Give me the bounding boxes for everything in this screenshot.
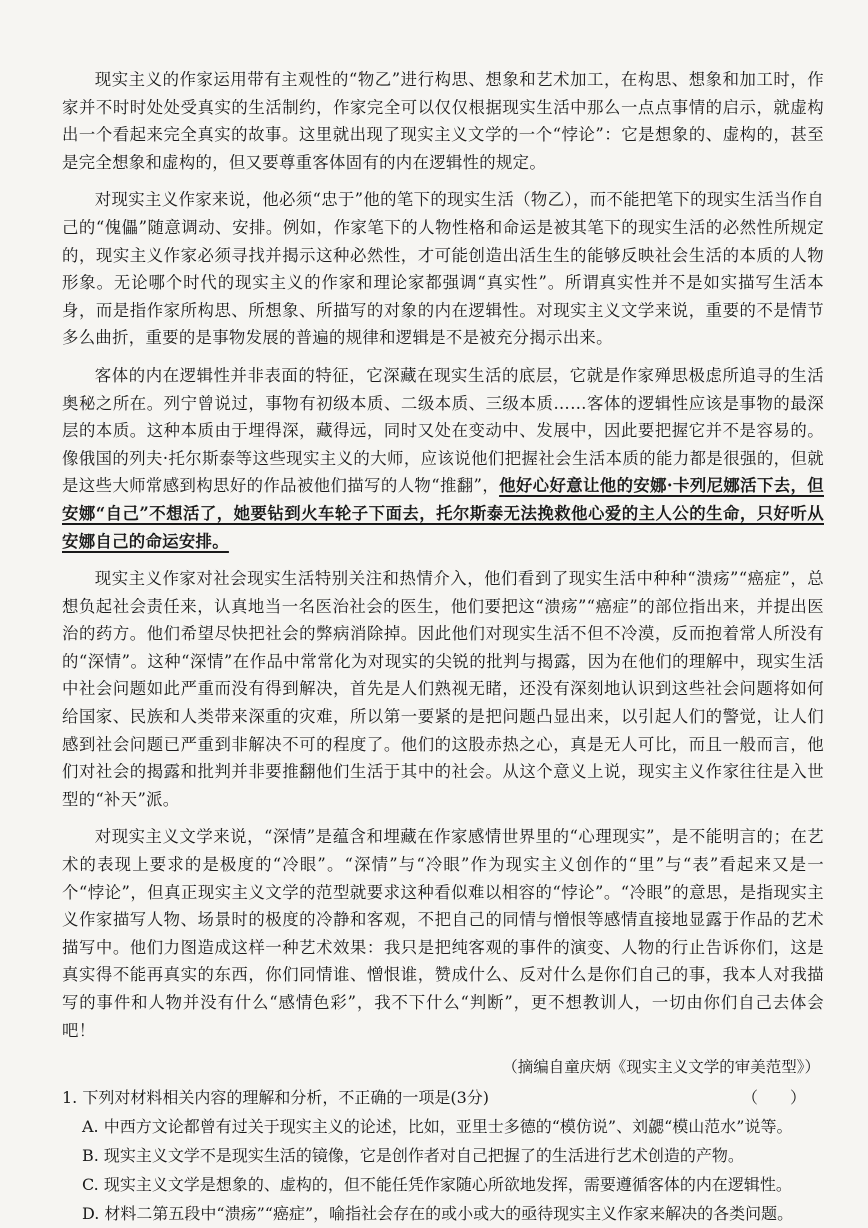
paragraph-2 <box>62 186 824 352</box>
question-text: 1. 下列对材料相关内容的理解和分析，不正确的一项是(3分) <box>62 1088 490 1108</box>
underlined-sentence: 他好心好意让他的安娜·卡列尼娜活下去，但安娜“自己”不想活了，她要钻到火车轮子下面去，托尔斯泰无法挽救他心爱的主人公的生命，只好听从安娜自己的命运安排。 <box>62 476 824 551</box>
paragraph-text: 对现实主义作家来说，他必须“忠于”他的笔下的现实生活（物乙），而不能把笔下的现实生活当作自己的“傀儡”随意调动、安排。例如，作家笔下的人物性格和命运是被其笔下的现实生活的必然性所规定的，现实主义作家必须寻找并揭示这种必然性，才可能创造出活生生的能够反映社会生活的本质的人物形象。无论哪个时代的现实主义的作家和理论家都强调“真实性”。所谓真实性并不是如实描写生活本身，而是指作家所构思、所想象、所描写的对象的内在逻辑性。对现实主义文学来说，重要的不是情节多么曲折，重要的是事物发展的普遍的规律和逻辑是不是被充分揭示出来。 <box>62 190 824 348</box>
paragraph-3 <box>62 362 824 555</box>
paragraph-4 <box>62 565 824 813</box>
option-b: B. 现实主义文学不是现实生活的镜像，它是创作者对自己把握了的生活进行艺术创造的产物。 <box>82 1146 744 1166</box>
paragraph-text: 现实主义作家对社会现实生活特别关注和热情介入，他们看到了现实生活中种种“溃疡”“癌症”，总想负起社会责任来，认真地当一名医治社会的医生，他们要把这“溃疡”“癌症”的部位指出来，并提出医治的药方。他们希望尽快把社会的弊病消除掉。因此他们对现实生活不但不冷漠，反而抱着常人所没有的“深情”。这种“深情”在作品中常常化为对现实的尖锐的批判与揭露，因为在他们的理解中，现实生活中社会问题如此严重而没有得到解决，首先是人们熟视无睹，还没有深刻地认识到这些社会问题将如何给国家、民族和人类带来深重的灾难，所以第一要紧的是把问题凸显出来，以引起人们的警觉，让人们感到社会问题已严重到非解决不可的程度了。他们的这股赤热之心，真是无人可比，而且一般而言，他们对社会的揭露和批判并非要推翻他们生活于其中的社会。从这个意义上说，现实主义作家往往是入世型的“补天”派。 <box>62 569 824 809</box>
option-c: C. 现实主义文学是想象的、虚构的，但不能任凭作家随心所欲地发挥，需要遵循客体的内在逻辑性。 <box>82 1175 792 1195</box>
paragraph-5 <box>62 823 824 1044</box>
answer-blank: （ ） <box>741 1088 806 1108</box>
paragraph-text: 现实主义的作家运用带有主观性的“物乙”进行构思、想象和艺术加工，在构思、想象和加工时，作家并不时时处处受真实的生活制约，作家完全可以仅仅根据现实生活中那么一点点事情的启示，就虚构出一个看起来完全真实的故事。这里就出现了现实主义文学的一个“悖论”：它是想象的、虚构的，甚至是完全想象和虚构的，但又要尊重客体固有的内在逻辑性的规定。 <box>62 70 824 172</box>
question-stem <box>62 1084 824 1112</box>
source-citation: （摘编自童庆炳《现实主义文学的审美范型》） <box>502 1058 820 1077</box>
option-d: D. 材料二第五段中“溃疡”“癌症”，喻指社会存在的或小或大的亟待现实主义作家来解决的各类问题。 <box>82 1204 794 1224</box>
paragraph-text: 对现实主义文学来说，“深情”是蕴含和埋藏在作家感情世界里的“心理现实”，是不能明言的；在艺术的表现上要求的是极度的“冷眼”。“深情”与“冷眼”作为现实主义创作的“里”与“表”看起来又是一个“悖论”，但真正现实主义文学的范型就要求这种看似难以相容的“悖论”。“冷眼”的意思，是指现实主义作家描写人物、场景时的极度的冷静和客观，不把自己的同情与憎恨等感情直接地显露于作品的艺术描写中。他们力图造成这样一种艺术效果：我只是把纯客观的事件的演变、人物的行止告诉你们，这是真实得不能再真实的东西，你们同情谁、憎恨谁，赞成什么、反对什么是你们自己的事，我本人对我描写的事件和人物并没有什么“感情色彩”，我不下什么“判断”，更不想教训人，一切由你们自己去体会吧！ <box>62 827 824 1040</box>
option-a: A. 中西方文论都曾有过关于现实主义的论述，比如，亚里士多德的“模仿说”、刘勰“模山范水”说等。 <box>82 1117 793 1137</box>
paragraph-1 <box>62 66 824 176</box>
paragraph-text: 客体的内在逻辑性并非表面的特征，它深藏在现实生活的底层，它就是作家殚思极虑所追寻的生活奥秘之所在。列宁曾说过，事物有初级本质、二级本质、三级本质……客体的逻辑性应该是事物的最深层的本质。这种本质由于埋得深，藏得远，同时又处在变动中、发展中，因此要把握它并不是容易的。像俄国的列夫·托尔斯泰等这些现实主义的大师，应该说他们把握社会生活本质的能力都是很强的，但就是这些大师常感到构思好的作品被他们描写的人物“推翻”， <box>62 365 824 496</box>
